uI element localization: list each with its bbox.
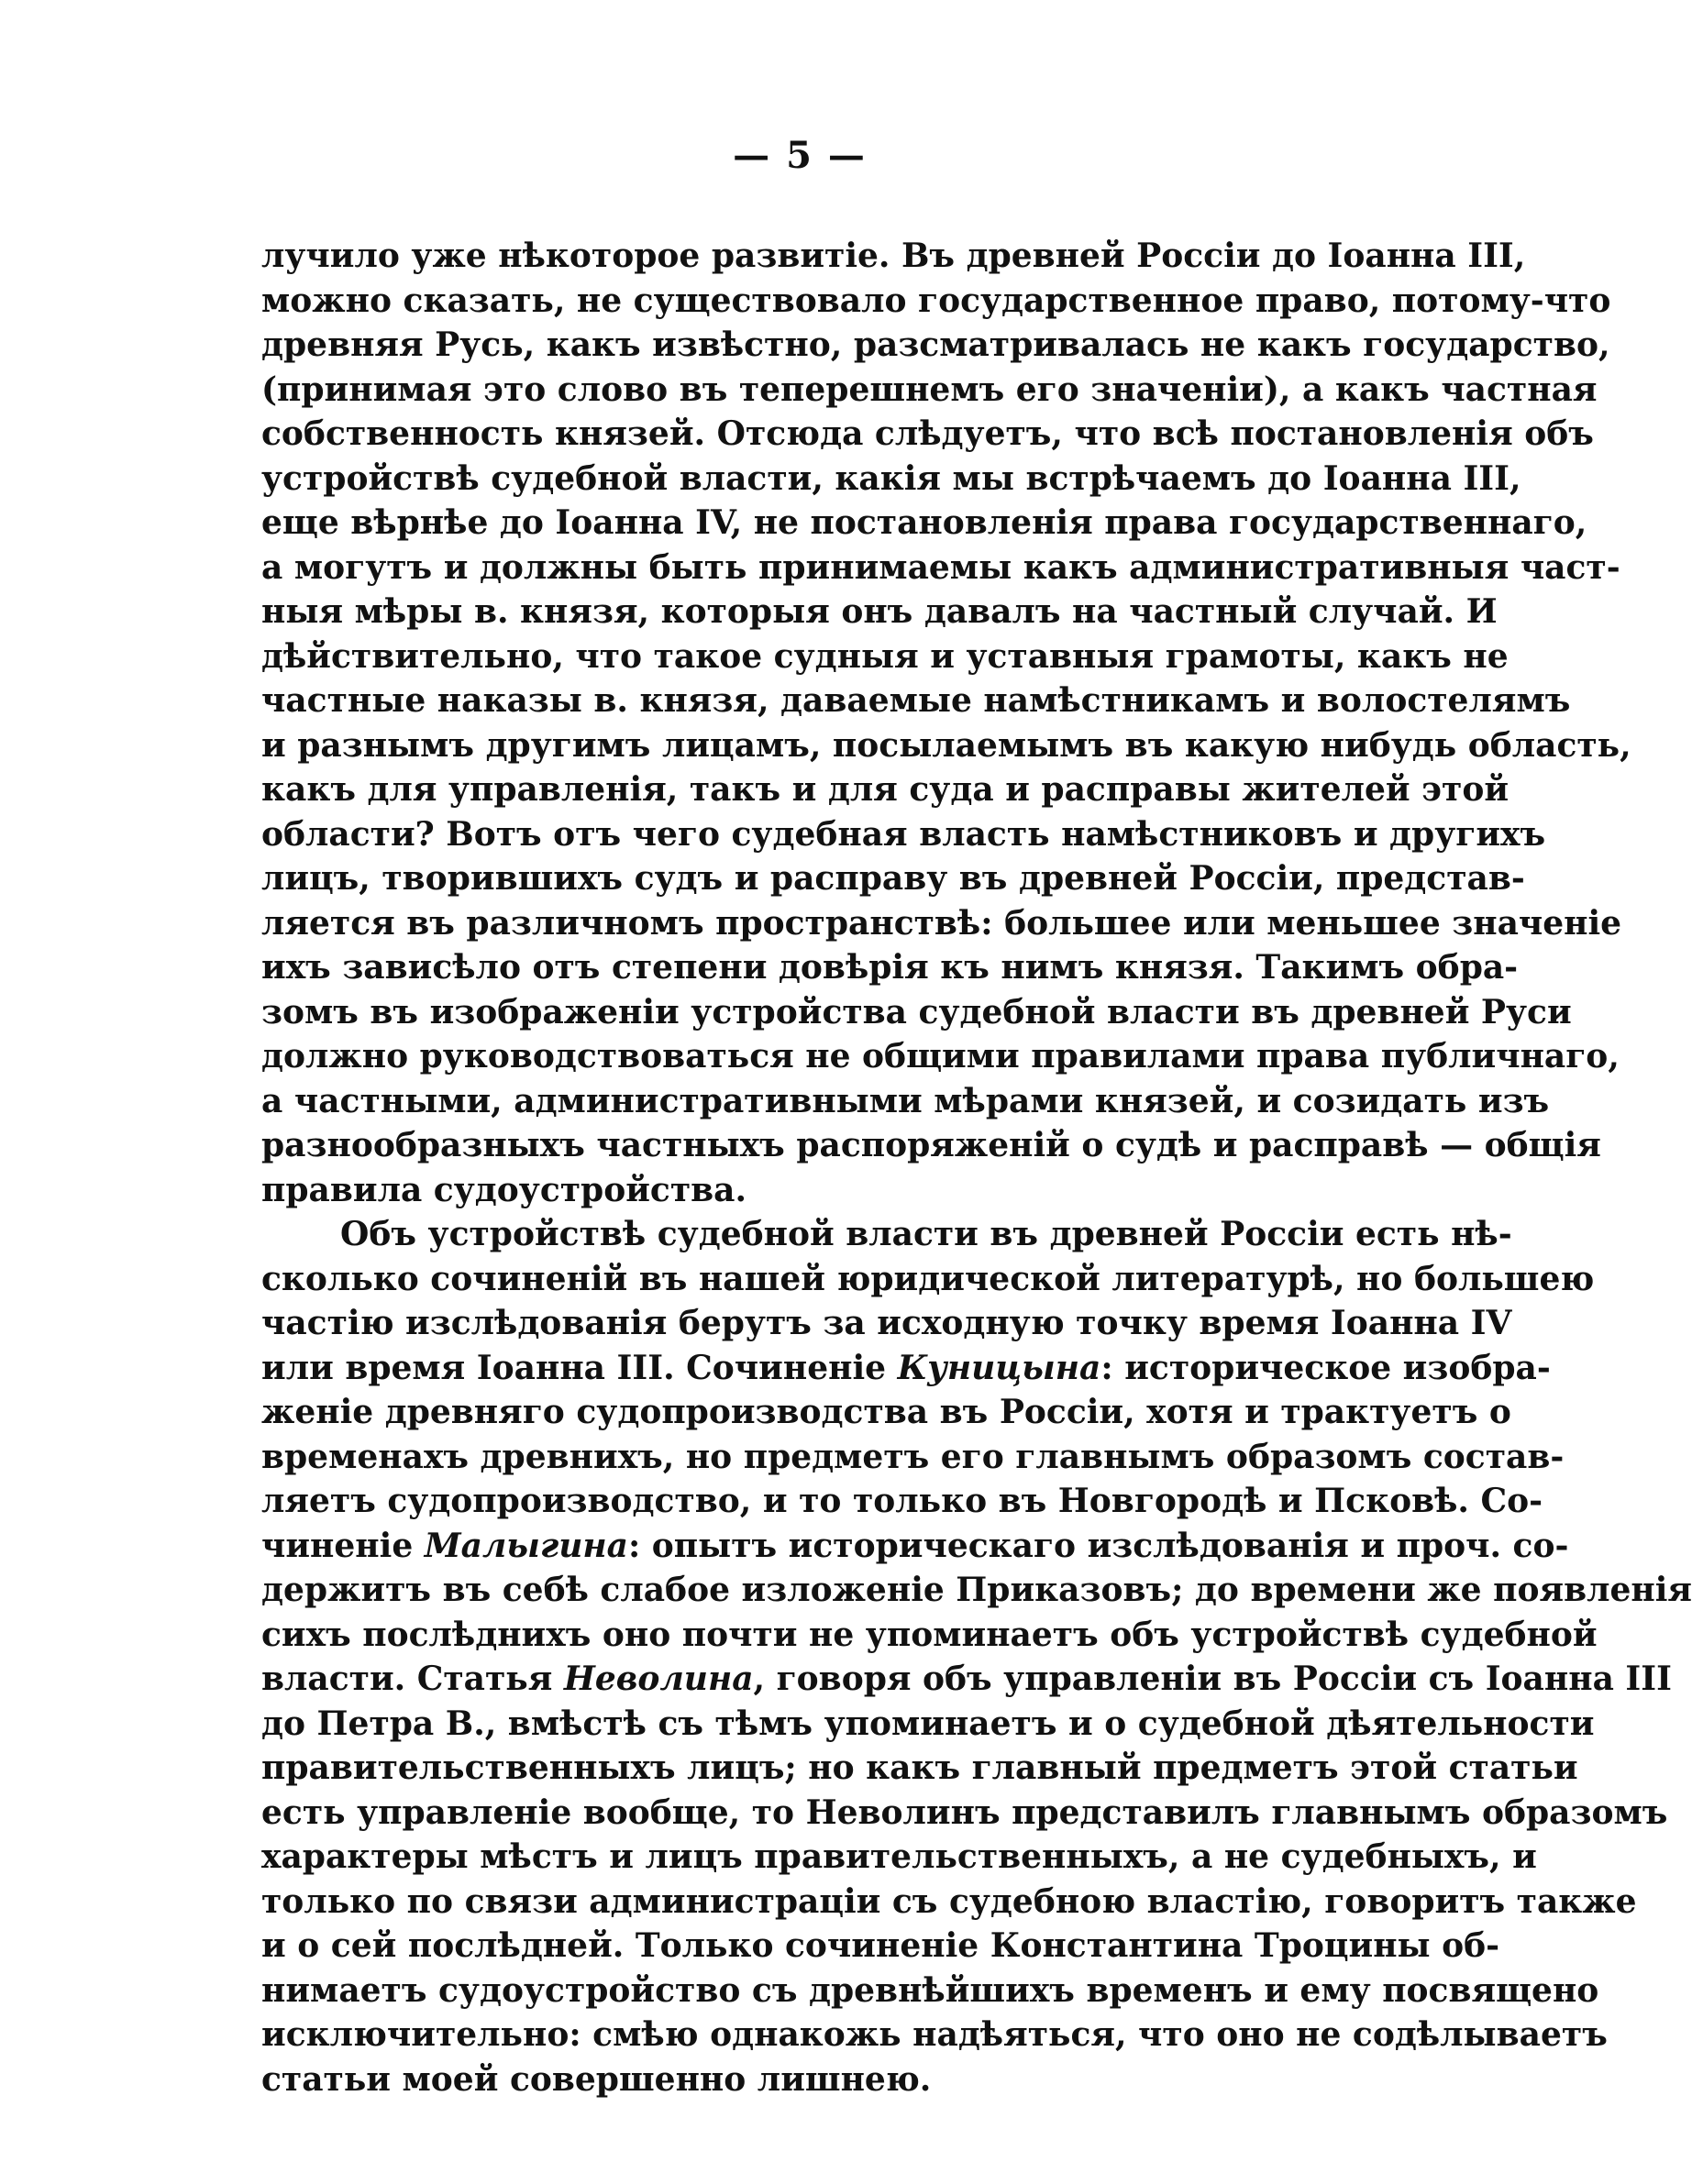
text-line: чиненіе Малыгина: опытъ историческаго изслѣдованія и проч. со-: [261, 1526, 1569, 1565]
text-line: статьи моей совершенно лишнею.: [261, 2059, 932, 2099]
text-line: древняя Русь, какъ извѣстно, разсматривалась не какъ государство,: [261, 325, 1610, 364]
text-line: ихъ зависѣло отъ степени довѣрія къ нимъ князя. Такимъ обра-: [261, 948, 1519, 987]
text-line: держитъ въ себѣ слабое изложеніе Приказовъ; до времени же появленія: [261, 1571, 1692, 1609]
text-line: власти. Статья Неволина, говоря объ управленіи въ Россіи съ Іоанна III: [261, 1660, 1672, 1698]
text-line: правила судоустройства.: [261, 1170, 747, 1209]
text-line: Объ устройствѣ судебной власти въ древней Россіи есть нѣ-: [340, 1215, 1512, 1253]
text-line: должно руководствоваться не общими правилами права публичнаго,: [261, 1037, 1620, 1075]
text-line: частные наказы в. князя, даваемые намѣстникамъ и волостелямъ: [261, 681, 1571, 720]
text-line: есть управленіе вообще, то Неволинъ представилъ главнымъ образомъ: [261, 1792, 1668, 1832]
text-line: лучило уже нѣкоторое развитіе. Въ древней Россіи до Іоанна III,: [261, 237, 1526, 275]
text-line: (принимая это слово въ теперешнемъ его значеніи), а какъ частная: [261, 370, 1598, 409]
text-line: какъ для управленія, такъ и для суда и расправы жителей этой: [261, 770, 1510, 809]
text-line: временахъ древнихъ, но предметъ его главнымъ образомъ состав-: [261, 1437, 1565, 1476]
text-line: области? Вотъ отъ чего судебная власть намѣстниковъ и другихъ: [261, 814, 1546, 854]
paragraph-2: [261, 1212, 1692, 2101]
text-line: и о сей послѣдней. Только сочиненіе Константина Троцины об-: [261, 1926, 1500, 1965]
text-line: только по связи администраціи съ судебною властію, говоритъ также: [261, 1881, 1637, 1921]
text-line: до Петра В., вмѣстѣ съ тѣмъ упоминаетъ и о судебной дѣятельности: [261, 1704, 1595, 1743]
text-line: устройствѣ судебной власти, какія мы встрѣчаемъ до Іоанна III,: [261, 458, 1521, 498]
text-line: ныя мѣры в. князя, которыя онъ давалъ на частный случай. И: [261, 592, 1498, 631]
text-line: можно сказать, не существовало государственное право, потому-что: [261, 281, 1611, 320]
page-number: — 5 —: [733, 134, 867, 177]
text-line: собственность князей. Отсюда слѣдуетъ, что всѣ постановленія объ: [261, 414, 1594, 453]
text-line: ляетъ судопроизводство, и то только въ Новгородѣ и Псковѣ. Со-: [261, 1482, 1543, 1520]
text-line: или время Іоанна III. Сочиненіе Куницына: историческое изобра-: [261, 1348, 1551, 1387]
text-line: а могутъ и должны быть принимаемы какъ административныя част-: [261, 547, 1620, 587]
text-line: сколько сочиненій въ нашей юридической литературѣ, но большею: [261, 1259, 1595, 1298]
text-line: дѣйствительно, что такое судныя и уставныя грамоты, какъ не: [261, 636, 1509, 676]
text-line: характеры мѣстъ и лицъ правительственныхъ, а не судебныхъ, и: [261, 1837, 1537, 1876]
text-line: правительственныхъ лицъ; но какъ главный предметъ этой статьи: [261, 1748, 1578, 1787]
paragraph-1: [261, 234, 1631, 1212]
text-line: исключительно: смѣю однакожь надѣяться, что оно не содѣлываетъ: [261, 2015, 1608, 2054]
text-line: ляется въ различномъ пространствѣ: большее или меньшее значеніе: [261, 903, 1622, 943]
text-line: нимаетъ судоустройство съ древнѣйшихъ временъ и ему посвящено: [261, 1970, 1599, 2010]
text-line: лицъ, творившихъ судъ и расправу въ древней Россіи, представ-: [261, 859, 1525, 898]
text-line: а частными, административными мѣрами князей, и созидать изъ: [261, 1081, 1550, 1120]
text-line: сихъ послѣднихъ оно почти не упоминаетъ объ устройствѣ судебной: [261, 1615, 1598, 1654]
text-line: женіе древняго судопроизводства въ Россіи, хотя и трактуетъ о: [261, 1393, 1511, 1431]
text-line: еще вѣрнѣе до Іоанна IV, не постановленія права государственнаго,: [261, 503, 1587, 542]
text-line: разнообразныхъ частныхъ распоряженій о судѣ и расправѣ — общія: [261, 1126, 1601, 1164]
text-line: частію изслѣдованія берутъ за исходную точку время Іоанна IV: [261, 1304, 1512, 1342]
body-text: [261, 234, 1692, 2101]
text-line: зомъ въ изображеніи устройства судебной власти въ древней Руси: [261, 992, 1572, 1031]
text-line: и разнымъ другимъ лицамъ, посылаемымъ въ какую нибудь область,: [261, 725, 1631, 765]
